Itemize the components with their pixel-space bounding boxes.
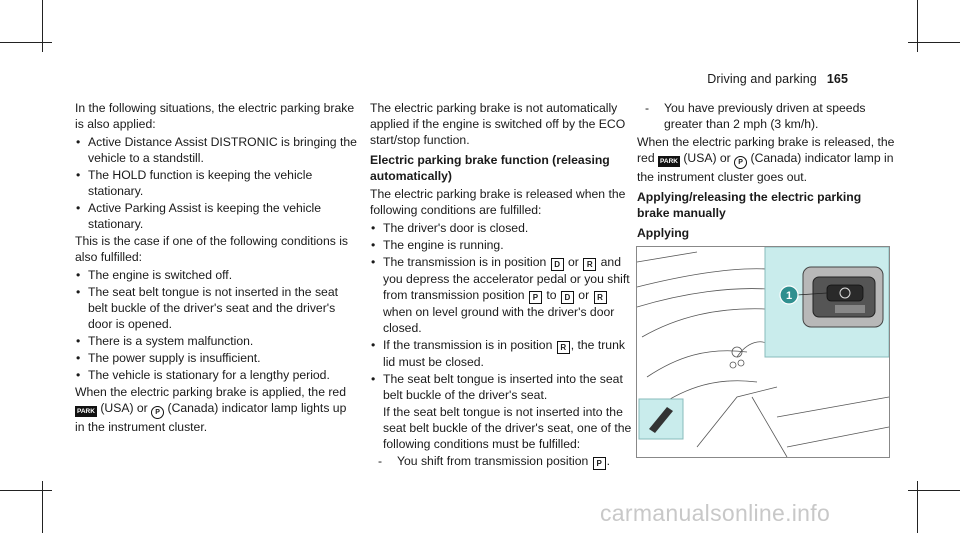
- page-header: [707, 72, 848, 86]
- callout-number: 1: [785, 290, 793, 302]
- column-3: [637, 100, 897, 243]
- p-circle-indicator-icon: P: [734, 156, 747, 169]
- list-item: • Active Distance Assist DISTRONIC is bringing the vehicle to a standstill.: [75, 134, 357, 166]
- list-item: • The power supply is insufficient.: [75, 350, 357, 366]
- paragraph: The electric parking brake is not automatically applied if the engine is switched off by the ECO start/stop function.: [370, 101, 626, 147]
- bullet-list: [75, 267, 357, 383]
- switch-lip: [835, 305, 865, 313]
- crop-mark: [0, 42, 52, 43]
- indented-paragraph: If the seat belt tongue is not inserted into the seat belt buckle of the driver's seat, one of the following conditions must be fulfilled:: [383, 405, 632, 451]
- page-number: 165: [826, 72, 848, 86]
- text-run: (USA) or: [683, 151, 731, 165]
- text-run: , the trunk lid must be closed.: [383, 338, 625, 369]
- list-item: [370, 337, 632, 370]
- list-item: • The vehicle is stationary for a lengthy period.: [75, 367, 357, 383]
- gear-r-icon: R: [594, 291, 607, 304]
- column-2: [370, 100, 632, 472]
- section-heading: Electric parking brake function (releasing automatically): [370, 153, 610, 183]
- list-item: [370, 254, 632, 336]
- text-run: (Canada) indicator lamp lights up in the instrument cluster.: [75, 401, 347, 434]
- parking-brake-illustration: [636, 246, 890, 458]
- text-run: When the electric parking brake is applied, the red: [75, 385, 346, 399]
- column-1: [75, 100, 357, 437]
- dash-item: - You have previously driven at speeds greater than 2 mph (3 km/h).: [637, 100, 897, 132]
- text-run: When the electric parking brake is released, the red: [637, 135, 895, 165]
- text-run: or: [578, 288, 590, 302]
- paragraph: The electric parking brake is released when the following conditions are fulfilled:: [370, 187, 626, 217]
- watermark: carmanualsonline.info: [600, 500, 831, 526]
- dash-item: [370, 453, 632, 470]
- park-indicator-icon: PARK: [660, 158, 678, 165]
- dash-list: [370, 453, 632, 470]
- list-item: • Active Parking Assist is keeping the vehicle stationary.: [75, 200, 357, 232]
- text-run: You shift from transmission position: [397, 454, 589, 468]
- list-item: • The HOLD function is keeping the vehicle stationary.: [75, 167, 357, 199]
- gear-r-icon: R: [583, 258, 596, 271]
- dashboard-drawing: [637, 247, 889, 457]
- text-run: when on level ground with the driver's door closed.: [383, 305, 615, 335]
- list-item: • The engine is running.: [370, 237, 632, 253]
- gear-r-icon: R: [557, 341, 570, 354]
- crop-mark: [917, 0, 918, 52]
- text-run: The transmission is in position: [383, 255, 547, 269]
- text-run: or: [568, 255, 579, 269]
- paragraph: This is the case if one of the following conditions is also fulfilled:: [75, 234, 349, 264]
- paragraph: [637, 134, 897, 185]
- list-item: • The seat belt tongue is inserted into the seat belt buckle of the driver's seat.: [370, 371, 632, 403]
- section-heading: Applying/releasing the electric parking brake manually: [637, 190, 862, 220]
- text-run: and you depress the accelerator pedal or you shift from transmission position: [383, 255, 630, 302]
- bullet-list: [370, 220, 632, 403]
- dash-list: [637, 100, 897, 132]
- crop-mark: [917, 481, 918, 533]
- park-indicator-icon: PARK: [77, 408, 95, 415]
- gear-d-icon: D: [561, 291, 574, 304]
- section-title: Driving and parking: [707, 72, 817, 86]
- paragraph: [75, 384, 357, 435]
- p-circle-indicator-icon: P: [151, 406, 164, 419]
- crop-mark: [0, 490, 52, 491]
- bullet-list: [75, 134, 357, 232]
- crop-mark: [42, 0, 43, 52]
- parking-brake-switch: [827, 285, 863, 301]
- text-run: .: [606, 454, 611, 468]
- list-item: • The engine is switched off.: [75, 267, 357, 283]
- gear-d-icon: D: [551, 258, 564, 271]
- text-run: If the transmission is in position: [383, 338, 553, 352]
- crop-mark: [908, 42, 960, 43]
- text-run: (USA) or: [100, 401, 148, 415]
- subsection-heading: Applying: [637, 226, 690, 240]
- crop-mark: [908, 490, 960, 491]
- list-item: • The seat belt tongue is not inserted in the seat belt buckle of the driver's seat and the driver's door is opened.: [75, 284, 357, 332]
- list-item: • The driver's door is closed.: [370, 220, 632, 236]
- text-run: to: [546, 288, 557, 302]
- gear-p-icon: P: [529, 291, 542, 304]
- text-run: (Canada) indicator lamp in the instrument cluster goes out.: [637, 151, 894, 184]
- crop-mark: [42, 481, 43, 533]
- gear-p-icon: P: [593, 457, 606, 470]
- list-item: • There is a system malfunction.: [75, 333, 357, 349]
- paragraph: In the following situations, the electric parking brake is also applied:: [75, 101, 355, 131]
